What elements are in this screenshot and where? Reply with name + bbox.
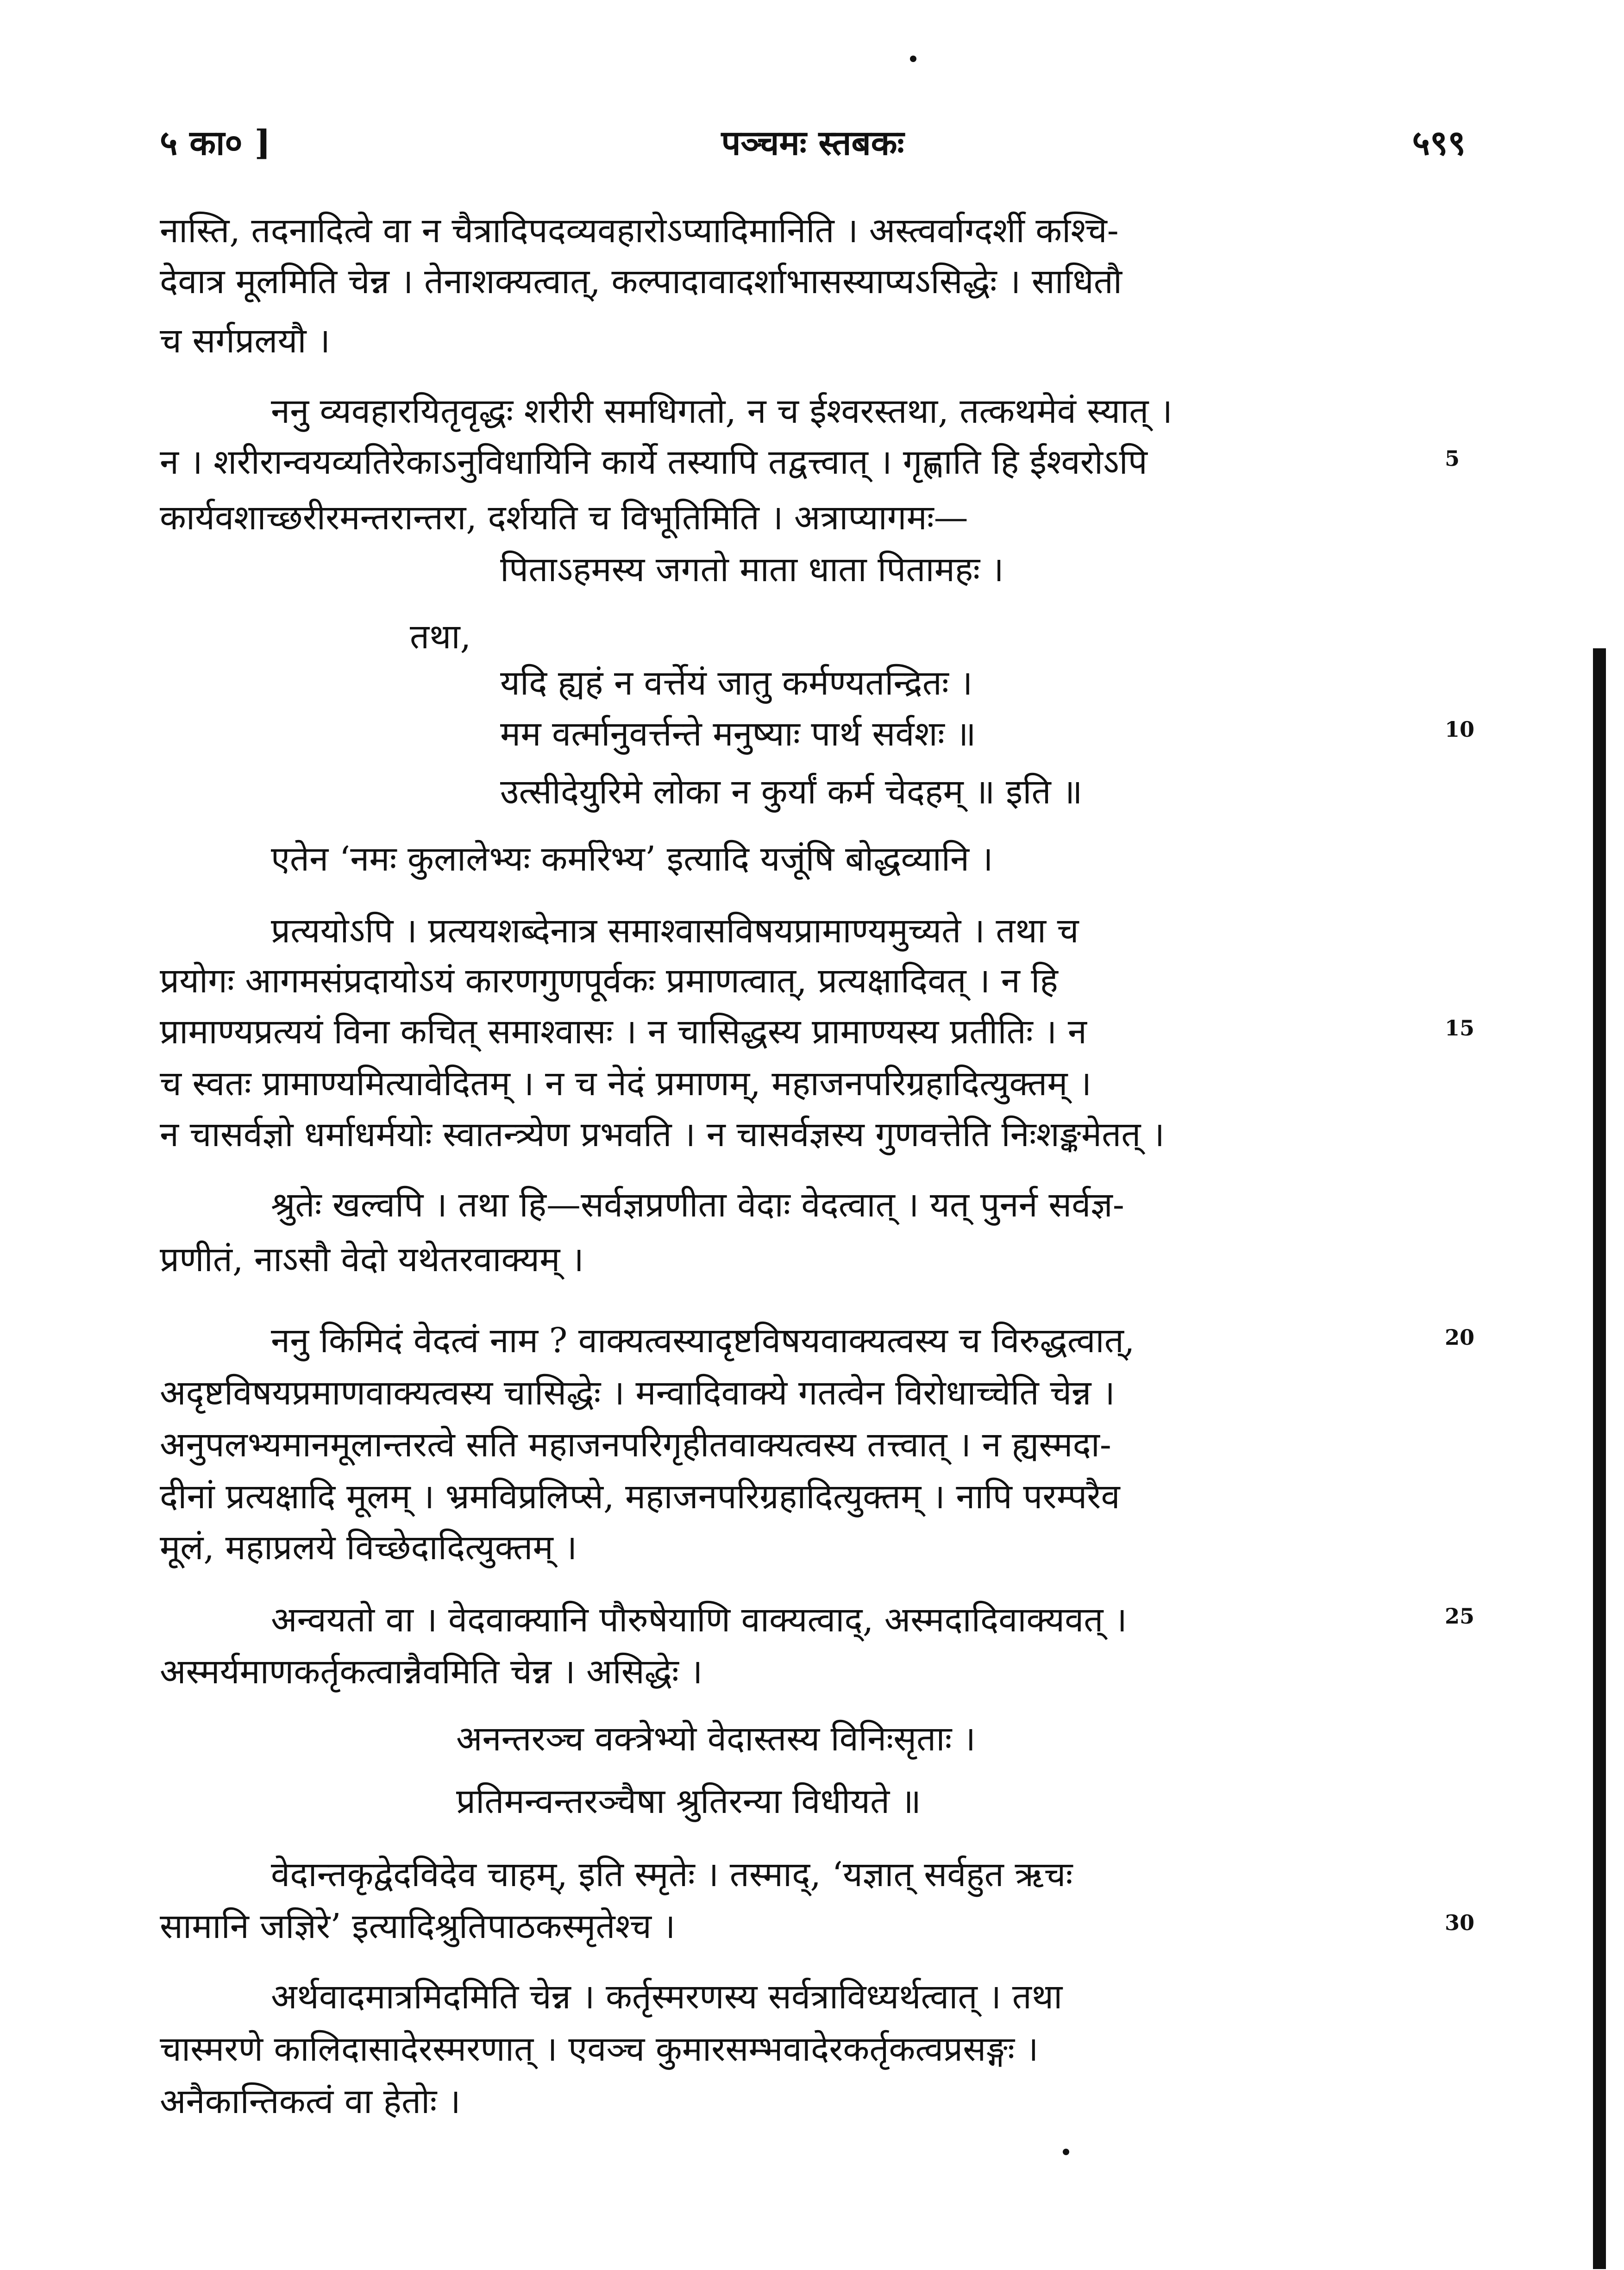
text-line: मूलं, महाप्रलये विच्छेदादित्युक्तम् । [160, 1528, 577, 1568]
text-line: प्रामाण्यप्रत्ययं विना कचित् समाश्वासः । न चासिद्धस्य प्रामाण्यस्य प्रतीतिः । न [160, 1012, 1087, 1052]
print-speck [910, 56, 916, 62]
verse-line: पिताऽहमस्य जगतो माता धाता पितामहः । [500, 550, 1004, 589]
text-line: चास्मरणे कालिदासादेरस्मरणात् । एवञ्च कुमारसम्भवादेरकर्तृकत्वप्रसङ्गः । [160, 2029, 1039, 2069]
text-line: न चासर्वज्ञो धर्माधर्मयोः स्वातन्त्र्येण प्रभवति । न चासर्वज्ञस्य गुणवत्तेति निःशङ्कमेतत् । [160, 1115, 1165, 1154]
text-line: श्रुतेः खल्वपि । तथा हि—सर्वज्ञप्रणीता वेदाः वेदत्वात् । यत् पुनर्न सर्वज्ञ- [271, 1185, 1124, 1225]
verse-line: अनन्तरञ्च वक्त्रेभ्यो वेदास्तस्य विनिःसृताः । [456, 1719, 976, 1759]
line-number: 10 [1445, 717, 1475, 742]
verse-line: मम वर्त्मानुवर्त्तन्ते मनुष्याः पार्थ सर्वशः ॥ [500, 714, 976, 754]
page-edge-shadow [1593, 648, 1606, 2269]
text-line: वेदान्तकृद्वेदविदेव चाहम्, इति स्मृतेः । तस्माद्, ‘यज्ञात् सर्वहुत ऋचः [271, 1855, 1073, 1894]
text-line: च स्वतः प्रामाण्यमित्यावेदितम् । न च नेदं प्रमाणम्, महाजनपरिग्रहादित्युक्तम् । [160, 1064, 1092, 1104]
section-marker: ५ का० ] [160, 123, 271, 163]
verse-line: यदि ह्यहं न वर्त्तेयं जातु कर्मण्यतन्द्रितः । [500, 663, 973, 703]
text-line: प्रणीतं, नाऽसौ वेदो यथेतरवाक्यम् । [160, 1240, 584, 1279]
page-number: ५९९ [1412, 123, 1466, 163]
line-number: 30 [1445, 1910, 1475, 1935]
line-number: 5 [1445, 446, 1460, 471]
running-header [160, 118, 1466, 174]
line-number: 20 [1445, 1325, 1475, 1350]
text-line: अनुपलभ्यमानमूलान्तरत्वे सति महाजनपरिगृहीतवाक्यत्वस्य तत्त्वात् । न ह्यस्मदा- [160, 1425, 1111, 1465]
text-line: अर्थवादमात्रमिदमिति चेन्न । कर्तृस्मरणस्य सर्वत्राविध्यर्थत्वात् । तथा [271, 1977, 1063, 2017]
text-line: ननु व्यवहारयितृवृद्धः शरीरी समधिगतो, न च ईश्वरस्तथा, तत्कथमेवं स्यात् । [271, 391, 1173, 431]
text-line: अस्मर्यमाणकर्तृकत्वान्नैवमिति चेन्न । असिद्धेः । [160, 1652, 703, 1692]
chapter-title: पञ्चमः स्तबकः [721, 123, 904, 163]
text-line: देवात्र मूलमिति चेन्न । तेनाशक्यत्वात्, कल्पादावादर्शाभासस्याप्यऽसिद्धेः । साधितौ [160, 262, 1122, 301]
line-number: 15 [1445, 1016, 1475, 1041]
text-line: नास्ति, तदनादित्वे वा न चैत्रादिपदव्यवहारोऽप्यादिमानिति । अस्त्वर्वाग्दर्शी कश्चि- [160, 211, 1119, 251]
verse-line: प्रतिमन्वन्तरञ्चैषा श्रुतिरन्या विधीयते ॥ [456, 1781, 922, 1821]
text-line: अन्वयतो वा । वेदवाक्यानि पौरुषेयाणि वाक्यत्वाद्, अस्मदादिवाक्यवत् । [271, 1600, 1127, 1640]
verse-line: उत्सीदेयुरिमे लोका न कुर्यां कर्म चेदहम् ॥ इति ॥ [500, 772, 1083, 812]
text-line: प्रयोगः आगमसंप्रदायोऽयं कारणगुणपूर्वकः प्रमाणत्वात्, प्रत्यक्षादिवत् । न हि [160, 961, 1058, 1001]
verse-intro: तथा, [410, 617, 471, 657]
text-line: सामानि जज्ञिरे’ इत्यादिश्रुतिपाठकस्मृतेश्च । [160, 1906, 676, 1946]
text-line: दीनां प्रत्यक्षादि मूलम् । भ्रमविप्रलिप्से, महाजनपरिग्रहादित्युक्तम् । नापि परम्परैव [160, 1477, 1120, 1517]
text-line: अनैकान्तिकत्वं वा हेतोः । [160, 2082, 461, 2121]
text-line: एतेन ‘नमः कुलालेभ्यः कर्मारेभ्य’ इत्यादि यजूंषि बोद्धव्यानि । [271, 839, 993, 879]
print-speck [1063, 2149, 1069, 2155]
text-line: च सर्गप्रलयौ । [160, 321, 331, 361]
line-number: 25 [1445, 1604, 1475, 1629]
text-line: कार्यवशाच्छरीरमन्तरान्तरा, दर्शयति च विभूतिमिति । अत्राप्यागमः— [160, 498, 968, 538]
text-line: अदृष्टविषयप्रमाणवाक्यत्वस्य चासिद्धेः । मन्वादिवाक्ये गतत्वेन विरोधाच्चेति चेन्न । [160, 1373, 1115, 1413]
text-line: ननु किमिदं वेदत्वं नाम ? वाक्यत्वस्यादृष्टविषयवाक्यत्वस्य च विरुद्धत्वात्, [271, 1321, 1135, 1361]
text-line: प्रत्ययोऽपि । प्रत्ययशब्देनात्र समाश्वासविषयप्रामाण्यमुच्यते । तथा च [271, 911, 1079, 951]
text-line: न । शरीरान्वयव्यतिरेकाऽनुविधायिनि कार्ये तस्यापि तद्वत्त्वात् । गृह्णाति हि ईश्वरोऽपि [160, 442, 1147, 482]
